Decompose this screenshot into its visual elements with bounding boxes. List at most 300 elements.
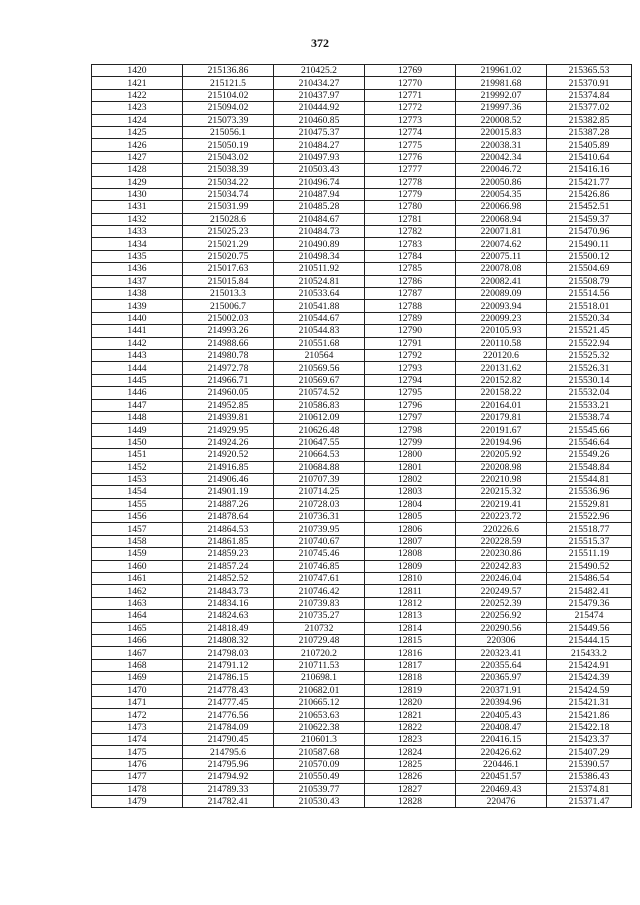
table-cell: 214980.78 [183, 349, 274, 361]
table-cell: 214966.71 [183, 374, 274, 386]
table-cell: 220242.83 [456, 560, 547, 572]
table-cell: 215121.5 [183, 77, 274, 89]
table-cell: 1459 [92, 548, 183, 560]
table-cell: 220071.81 [456, 226, 547, 238]
table-cell: 1423 [92, 102, 183, 114]
table-row [92, 226, 632, 238]
table-cell: 215444.15 [547, 634, 632, 646]
table-cell: 215028.6 [183, 213, 274, 225]
table-row [92, 560, 632, 572]
table-cell: 219992.07 [456, 89, 547, 101]
table-cell: 210570.09 [274, 758, 365, 770]
table-cell: 12776 [365, 151, 456, 163]
table-cell: 1471 [92, 696, 183, 708]
table-cell: 210711.53 [274, 659, 365, 671]
table-cell: 215056.1 [183, 126, 274, 138]
table-cell: 215038.39 [183, 164, 274, 176]
table-cell: 1433 [92, 226, 183, 238]
table-cell: 12797 [365, 411, 456, 423]
table-cell: 210475.37 [274, 126, 365, 138]
table-cell: 12811 [365, 585, 456, 597]
table-cell: 214929.95 [183, 424, 274, 436]
table-cell: 220446.1 [456, 758, 547, 770]
table-cell: 215421.86 [547, 709, 632, 721]
table-cell: 215025.23 [183, 226, 274, 238]
table-cell: 214887.26 [183, 498, 274, 510]
table-row [92, 188, 632, 200]
table-cell: 12770 [365, 77, 456, 89]
table-cell: 215530.14 [547, 374, 632, 386]
table-cell: 12793 [365, 362, 456, 374]
table-cell: 210745.46 [274, 548, 365, 560]
table-row [92, 461, 632, 473]
table-cell: 210735.27 [274, 610, 365, 622]
table-cell: 1463 [92, 597, 183, 609]
table-row [92, 424, 632, 436]
table-cell: 215365.53 [547, 65, 632, 77]
table-cell: 12801 [365, 461, 456, 473]
table-cell: 12814 [365, 622, 456, 634]
table-cell: 1472 [92, 709, 183, 721]
table-cell: 215504.69 [547, 263, 632, 275]
table-row [92, 362, 632, 374]
table-cell: 12808 [365, 548, 456, 560]
table-cell: 215013.3 [183, 288, 274, 300]
table-cell: 210484.73 [274, 226, 365, 238]
table-cell: 220131.62 [456, 362, 547, 374]
table-row [92, 796, 632, 808]
table-cell: 220323.41 [456, 647, 547, 659]
table-cell: 214778.43 [183, 684, 274, 696]
table-cell: 214795.96 [183, 758, 274, 770]
table-row [92, 325, 632, 337]
table-cell: 214972.78 [183, 362, 274, 374]
table-cell: 1455 [92, 498, 183, 510]
table-cell: 220038.31 [456, 139, 547, 151]
table-row [92, 399, 632, 411]
table-cell: 215536.96 [547, 486, 632, 498]
table-cell: 210684.88 [274, 461, 365, 473]
table-row [92, 585, 632, 597]
table-cell: 220042.34 [456, 151, 547, 163]
table-cell: 214916.85 [183, 461, 274, 473]
table-cell: 1469 [92, 672, 183, 684]
table-cell: 215500.12 [547, 250, 632, 262]
table-cell: 12803 [365, 486, 456, 498]
table-cell: 215421.77 [547, 176, 632, 188]
table-cell: 214901.19 [183, 486, 274, 498]
table-row [92, 734, 632, 746]
table-cell: 12826 [365, 771, 456, 783]
table-cell: 215449.56 [547, 622, 632, 634]
table-cell: 215522.94 [547, 337, 632, 349]
table-cell: 1473 [92, 721, 183, 733]
table-cell: 215073.39 [183, 114, 274, 126]
table-cell: 215015.84 [183, 275, 274, 287]
table-cell: 215522.96 [547, 511, 632, 523]
table-cell: 214776.56 [183, 709, 274, 721]
table-cell: 214843.73 [183, 585, 274, 597]
table-cell: 210541.88 [274, 300, 365, 312]
table-cell: 210551.68 [274, 337, 365, 349]
table-cell: 214789.33 [183, 783, 274, 795]
table-cell: 1446 [92, 387, 183, 399]
table-row [92, 610, 632, 622]
table-cell: 210524.81 [274, 275, 365, 287]
table-cell: 215514.56 [547, 288, 632, 300]
table-cell: 210739.95 [274, 523, 365, 535]
table-cell: 214824.63 [183, 610, 274, 622]
table-cell: 215490.52 [547, 560, 632, 572]
table-cell: 220105.93 [456, 325, 547, 337]
table-cell: 1429 [92, 176, 183, 188]
table-cell: 215416.16 [547, 164, 632, 176]
table-cell: 1462 [92, 585, 183, 597]
table-cell: 220246.04 [456, 573, 547, 585]
table-cell: 1438 [92, 288, 183, 300]
table-cell: 210497.93 [274, 151, 365, 163]
table-cell: 220093.94 [456, 300, 547, 312]
table-cell: 220223.72 [456, 511, 547, 523]
table-cell: 210746.42 [274, 585, 365, 597]
table-cell: 215377.02 [547, 102, 632, 114]
table-cell: 12819 [365, 684, 456, 696]
table-cell: 220416.15 [456, 734, 547, 746]
table-cell: 1444 [92, 362, 183, 374]
table-cell: 220050.86 [456, 176, 547, 188]
table-cell: 1452 [92, 461, 183, 473]
table-cell: 1431 [92, 201, 183, 213]
table-cell: 214939.81 [183, 411, 274, 423]
table-cell: 215521.45 [547, 325, 632, 337]
table-cell: 1451 [92, 449, 183, 461]
table-cell: 220394.96 [456, 696, 547, 708]
table-cell: 12824 [365, 746, 456, 758]
table-row [92, 312, 632, 324]
table-cell: 215387.28 [547, 126, 632, 138]
table-row [92, 89, 632, 101]
table-cell: 214795.6 [183, 746, 274, 758]
table-cell: 1426 [92, 139, 183, 151]
coordinates-table [91, 64, 632, 808]
table-cell: 210732 [274, 622, 365, 634]
table-row [92, 164, 632, 176]
table-cell: 214852.52 [183, 573, 274, 585]
table-cell: 220365.97 [456, 672, 547, 684]
table-cell: 12804 [365, 498, 456, 510]
table-cell: 12794 [365, 374, 456, 386]
table-cell: 210747.61 [274, 573, 365, 585]
table-cell: 12798 [365, 424, 456, 436]
table-cell: 12822 [365, 721, 456, 733]
table-cell: 220074.62 [456, 238, 547, 250]
table-cell: 220089.09 [456, 288, 547, 300]
table-cell: 1425 [92, 126, 183, 138]
table-cell: 220215.32 [456, 486, 547, 498]
table-row [92, 622, 632, 634]
table-cell: 220230.86 [456, 548, 547, 560]
table-cell: 220219.41 [456, 498, 547, 510]
table-cell: 1470 [92, 684, 183, 696]
table-cell: 210490.89 [274, 238, 365, 250]
table-cell: 210485.28 [274, 201, 365, 213]
table-cell: 215518.77 [547, 523, 632, 535]
table-cell: 210498.34 [274, 250, 365, 262]
table-row [92, 597, 632, 609]
table-cell: 215532.04 [547, 387, 632, 399]
table-row [92, 337, 632, 349]
table-cell: 214878.64 [183, 511, 274, 523]
table-row [92, 387, 632, 399]
table-cell: 210496.74 [274, 176, 365, 188]
table-cell: 220158.22 [456, 387, 547, 399]
table-cell: 210460.85 [274, 114, 365, 126]
table-cell: 210530.43 [274, 796, 365, 808]
table-cell: 220099.23 [456, 312, 547, 324]
table-cell: 210544.67 [274, 312, 365, 324]
table-cell: 214861.85 [183, 535, 274, 547]
table-cell: 210622.38 [274, 721, 365, 733]
table-cell: 1466 [92, 634, 183, 646]
table-cell: 12771 [365, 89, 456, 101]
table-row [92, 771, 632, 783]
table-cell: 214784.09 [183, 721, 274, 733]
table-cell: 215470.96 [547, 226, 632, 238]
table-cell: 215390.57 [547, 758, 632, 770]
table-row [92, 659, 632, 671]
table-cell: 12778 [365, 176, 456, 188]
table-cell: 210729.48 [274, 634, 365, 646]
table-cell: 1447 [92, 399, 183, 411]
table-cell: 214777.45 [183, 696, 274, 708]
table-cell: 1435 [92, 250, 183, 262]
table-cell: 215511.19 [547, 548, 632, 560]
table-row [92, 275, 632, 287]
table-cell: 1465 [92, 622, 183, 634]
table-cell: 12790 [365, 325, 456, 337]
table-cell: 220228.59 [456, 535, 547, 547]
table-row [92, 684, 632, 696]
table-cell: 12788 [365, 300, 456, 312]
table-cell: 220469.43 [456, 783, 547, 795]
table-cell: 215490.11 [547, 238, 632, 250]
table-cell: 210444.92 [274, 102, 365, 114]
table-cell: 214782.41 [183, 796, 274, 808]
table-row [92, 647, 632, 659]
table-cell: 214952.85 [183, 399, 274, 411]
table-cell: 220408.47 [456, 721, 547, 733]
table-cell: 215545.66 [547, 424, 632, 436]
table-row [92, 511, 632, 523]
coordinates-table-body [92, 65, 632, 808]
table-cell: 215525.32 [547, 349, 632, 361]
table-cell: 215482.41 [547, 585, 632, 597]
table-cell: 210740.67 [274, 535, 365, 547]
table-cell: 210533.64 [274, 288, 365, 300]
table-cell: 220306 [456, 634, 547, 646]
table-cell: 12820 [365, 696, 456, 708]
table-cell: 12791 [365, 337, 456, 349]
table-cell: 210574.52 [274, 387, 365, 399]
table-cell: 215548.84 [547, 461, 632, 473]
table-cell: 1432 [92, 213, 183, 225]
table-row [92, 349, 632, 361]
table-cell: 214786.15 [183, 672, 274, 684]
table-row [92, 65, 632, 77]
table-cell: 219961.02 [456, 65, 547, 77]
table-cell: 215104.02 [183, 89, 274, 101]
table-cell: 12815 [365, 634, 456, 646]
table-cell: 210612.09 [274, 411, 365, 423]
table-cell: 214857.24 [183, 560, 274, 572]
table-cell: 220194.96 [456, 436, 547, 448]
table-cell: 214794.92 [183, 771, 274, 783]
table-cell: 220208.98 [456, 461, 547, 473]
table-row [92, 523, 632, 535]
table-cell: 215386.43 [547, 771, 632, 783]
table-row [92, 201, 632, 213]
table-cell: 215020.75 [183, 250, 274, 262]
table-cell: 215043.02 [183, 151, 274, 163]
table-row [92, 238, 632, 250]
table-cell: 215486.54 [547, 573, 632, 585]
table-cell: 214791.12 [183, 659, 274, 671]
table-cell: 12787 [365, 288, 456, 300]
table-cell: 1421 [92, 77, 183, 89]
table-cell: 215370.91 [547, 77, 632, 89]
table-cell: 1424 [92, 114, 183, 126]
table-cell: 220152.82 [456, 374, 547, 386]
table-cell: 215529.81 [547, 498, 632, 510]
table-cell: 215508.79 [547, 275, 632, 287]
table-cell: 215549.26 [547, 449, 632, 461]
table-row [92, 696, 632, 708]
table-cell: 1461 [92, 573, 183, 585]
table-row [92, 374, 632, 386]
table-row [92, 436, 632, 448]
table-cell: 220179.81 [456, 411, 547, 423]
table-cell: 215034.22 [183, 176, 274, 188]
table-cell: 214993.26 [183, 325, 274, 337]
table-cell: 1467 [92, 647, 183, 659]
table-cell: 12784 [365, 250, 456, 262]
table-cell: 1468 [92, 659, 183, 671]
table-cell: 215006.7 [183, 300, 274, 312]
table-cell: 215050.19 [183, 139, 274, 151]
table-cell: 1454 [92, 486, 183, 498]
table-cell: 12781 [365, 213, 456, 225]
table-cell: 215424.39 [547, 672, 632, 684]
table-cell: 220191.67 [456, 424, 547, 436]
table-cell: 1457 [92, 523, 183, 535]
table-row [92, 721, 632, 733]
table-cell: 219981.68 [456, 77, 547, 89]
table-cell: 214798.03 [183, 647, 274, 659]
table-cell: 12795 [365, 387, 456, 399]
table-row [92, 263, 632, 275]
table-cell: 215407.29 [547, 746, 632, 758]
table-cell: 12807 [365, 535, 456, 547]
table-cell: 1442 [92, 337, 183, 349]
table-cell: 215017.63 [183, 263, 274, 275]
table-cell: 215424.59 [547, 684, 632, 696]
table-cell: 215518.01 [547, 300, 632, 312]
table-row [92, 672, 632, 684]
table-cell: 220015.83 [456, 126, 547, 138]
table-cell: 220451.57 [456, 771, 547, 783]
table-cell: 215423.37 [547, 734, 632, 746]
table-cell: 220426.62 [456, 746, 547, 758]
table-cell: 215021.29 [183, 238, 274, 250]
table-cell: 1420 [92, 65, 183, 77]
table-row [92, 498, 632, 510]
table-row [92, 114, 632, 126]
table-cell: 12774 [365, 126, 456, 138]
table-cell: 219997.36 [456, 102, 547, 114]
table-cell: 215544.81 [547, 473, 632, 485]
table-cell: 1450 [92, 436, 183, 448]
table-cell: 210569.56 [274, 362, 365, 374]
table-cell: 12806 [365, 523, 456, 535]
table-row [92, 449, 632, 461]
table-row [92, 548, 632, 560]
table-cell: 215452.51 [547, 201, 632, 213]
table-cell: 1456 [92, 511, 183, 523]
table-cell: 210544.83 [274, 325, 365, 337]
table-cell: 220008.52 [456, 114, 547, 126]
table-cell: 210714.25 [274, 486, 365, 498]
table-cell: 215422.18 [547, 721, 632, 733]
table-cell: 214960.05 [183, 387, 274, 399]
table-cell: 12827 [365, 783, 456, 795]
table-cell: 210728.03 [274, 498, 365, 510]
table-cell: 214834.16 [183, 597, 274, 609]
table-cell: 12779 [365, 188, 456, 200]
table-cell: 210569.67 [274, 374, 365, 386]
table-cell: 12805 [365, 511, 456, 523]
table-cell: 1464 [92, 610, 183, 622]
table-cell: 12777 [365, 164, 456, 176]
table-cell: 215002.03 [183, 312, 274, 324]
table-cell: 220075.11 [456, 250, 547, 262]
table-row [92, 486, 632, 498]
table-cell: 12773 [365, 114, 456, 126]
table-cell: 1460 [92, 560, 183, 572]
table-cell: 1475 [92, 746, 183, 758]
table-row [92, 77, 632, 89]
table-cell: 210653.63 [274, 709, 365, 721]
table-cell: 12789 [365, 312, 456, 324]
table-cell: 12802 [365, 473, 456, 485]
table-cell: 12816 [365, 647, 456, 659]
table-row [92, 473, 632, 485]
table-cell: 220066.98 [456, 201, 547, 213]
table-cell: 220078.08 [456, 263, 547, 275]
table-cell: 210564 [274, 349, 365, 361]
table-cell: 210720.2 [274, 647, 365, 659]
table-cell: 1453 [92, 473, 183, 485]
table-cell: 210647.55 [274, 436, 365, 448]
table-cell: 1430 [92, 188, 183, 200]
table-cell: 215094.02 [183, 102, 274, 114]
table-row [92, 213, 632, 225]
table-cell: 214790.45 [183, 734, 274, 746]
table-row [92, 151, 632, 163]
table-cell: 210484.67 [274, 213, 365, 225]
table-cell: 214906.46 [183, 473, 274, 485]
table-cell: 214988.66 [183, 337, 274, 349]
table-cell: 12799 [365, 436, 456, 448]
